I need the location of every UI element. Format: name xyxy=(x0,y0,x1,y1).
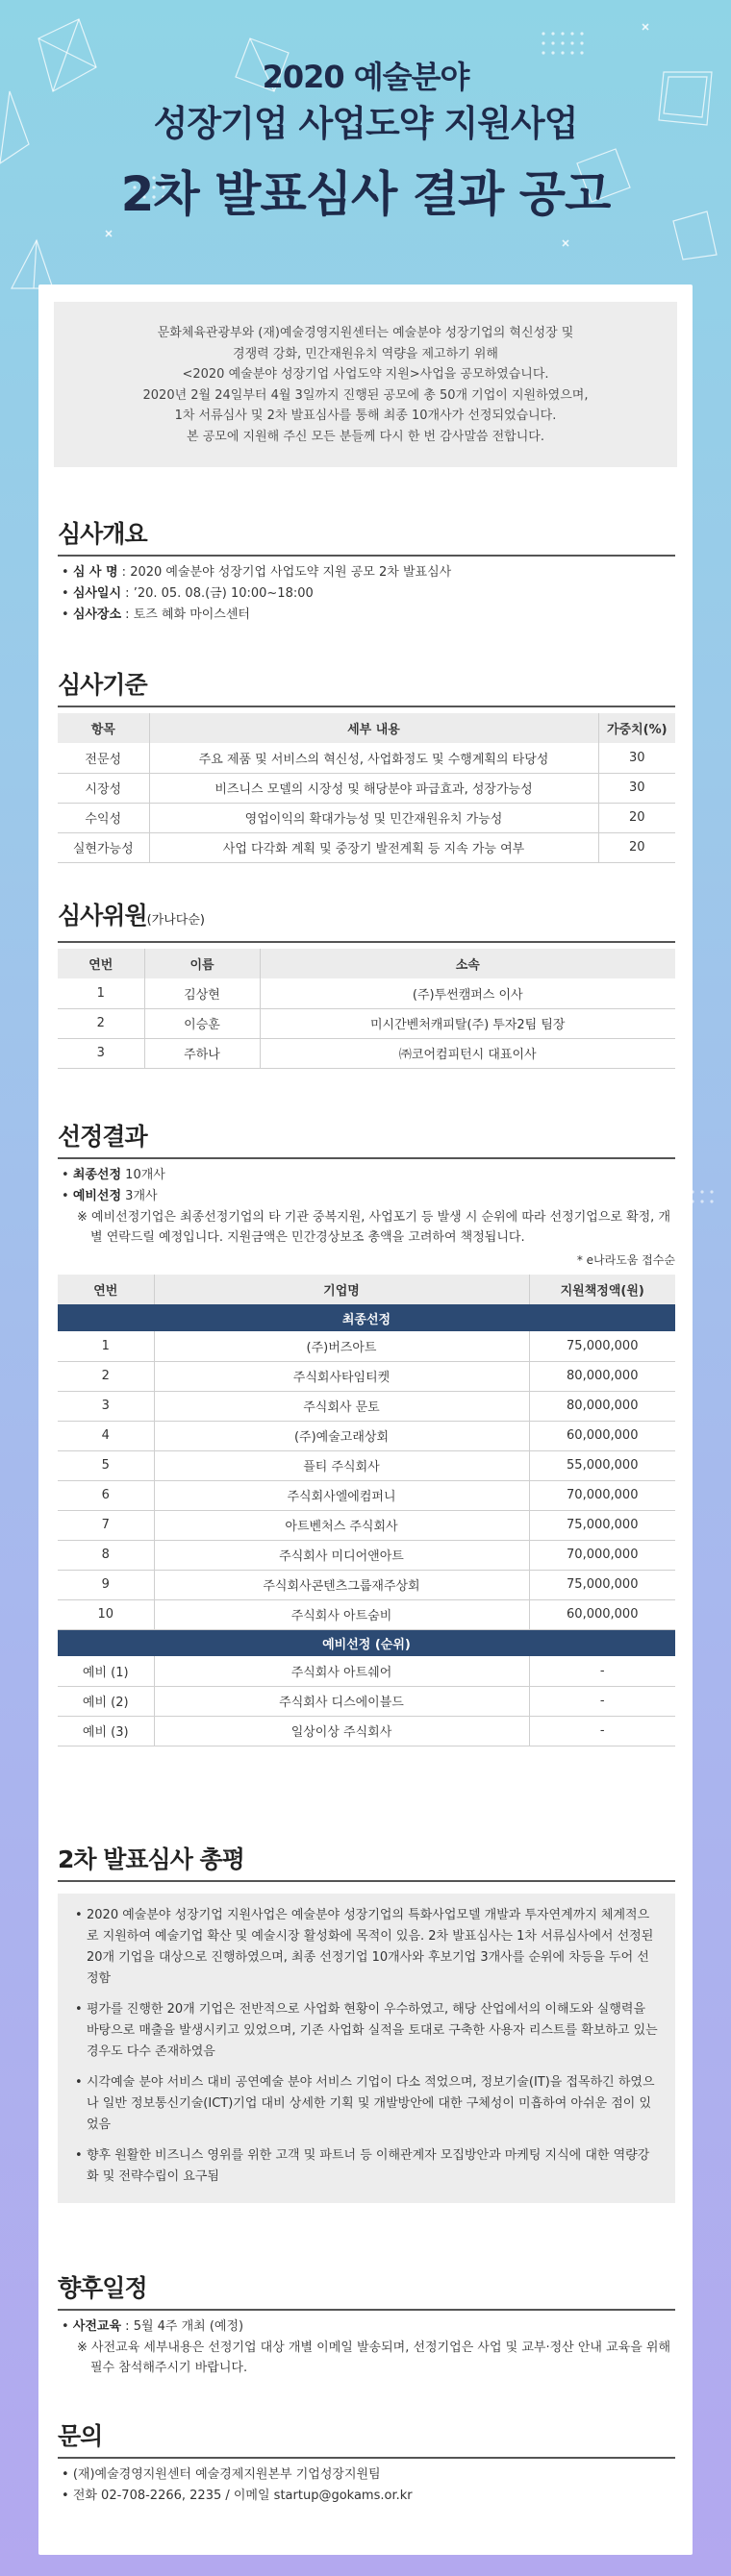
divider xyxy=(58,2309,675,2311)
table-cell: (주)투썬캠퍼스 이사 xyxy=(260,978,675,1008)
table-cell: 주요 제품 및 서비스의 혁신성, 사업화정도 및 수행계획의 타당성 xyxy=(149,743,598,773)
overview-item-label: 심 사 명 xyxy=(72,565,118,580)
page-header xyxy=(0,0,731,281)
table-header: 연번 xyxy=(58,1275,154,1304)
table-cell: 30 xyxy=(598,773,675,803)
table-row xyxy=(58,773,675,803)
table-cell: 예비 (3) xyxy=(58,1716,154,1746)
result-title: 선정결과 xyxy=(58,1123,147,1151)
intro-line: 본 공모에 지원해 주신 모든 분들께 다시 한 번 감사말씀 전합니다. xyxy=(187,429,544,444)
contact-section xyxy=(58,2420,675,2507)
overview-item-value: : ’20. 05. 08.(금) 10:00~18:00 xyxy=(121,586,314,601)
table-row xyxy=(58,832,675,862)
table-cell: 70,000,000 xyxy=(529,1540,675,1570)
committee-table xyxy=(58,949,675,1069)
review-box xyxy=(58,1894,675,2203)
divider xyxy=(58,555,675,557)
contact-org: (재)예술경영지원센터 예술경제지원본부 기업성장지원팀 xyxy=(72,2467,381,2482)
table-cell: 20 xyxy=(598,803,675,832)
review-item: • 2020 예술분야 성장기업 지원사업은 예술분야 성장기업의 특화사업모델 개발과 투자연계까지 체계적으로 지원하여 예술기업 확산 및 예술시장 활성화에 목적이 있음. 2차 발표심사는 1차 서류심사에서 선정된 20개 기업을 대상으로 진행하였으며, 최종 선정기업 10개사와 후보기업 3개사를 순위에 차등을 두어 선정함 xyxy=(75,1905,658,1990)
table-cell: 2 xyxy=(58,1008,144,1038)
table-cell: 70,000,000 xyxy=(529,1480,675,1510)
schedule-label: 사전교육 xyxy=(72,2319,122,2334)
table-header: 기업명 xyxy=(154,1275,529,1304)
table-cell: - xyxy=(529,1686,675,1716)
table-row xyxy=(58,1540,675,1570)
contact-item: • 전화 02-708-2266, 2235 / 이메일 startup@gokams.or.kr xyxy=(62,2489,413,2503)
schedule-item: • 사전교육 : 5월 4주 개최 (예정) xyxy=(62,2319,244,2334)
table-cell: 영업이익의 확대가능성 및 민간재원유치 가능성 xyxy=(149,803,598,832)
table-cell: 주식회사 미디어앤아트 xyxy=(154,1540,529,1570)
result-final-value: 10개사 xyxy=(121,1168,165,1182)
table-cell: 예비 (2) xyxy=(58,1686,154,1716)
table-cell: 3 xyxy=(58,1391,154,1421)
table-cell: 예비 (1) xyxy=(58,1656,154,1686)
table-cell: 8 xyxy=(58,1540,154,1570)
table-cell: 7 xyxy=(58,1510,154,1540)
table-cell: 80,000,000 xyxy=(529,1361,675,1391)
result-note: ※ 예비선정기업은 최종선정기업의 타 기관 중복지원, 사업포기 등 발생 시 순위에 따라 선정기업으로 확정, 개별 연락드릴 예정입니다. 지원금액은 민간경상보조 총액을 고려하여 책정됩니다. xyxy=(77,1210,671,1245)
table-cell: 주하나 xyxy=(144,1038,260,1068)
divider xyxy=(58,941,675,943)
committee-section xyxy=(58,900,675,1069)
group-row-reserve xyxy=(58,1629,675,1656)
table-cell: 3 xyxy=(58,1038,144,1068)
intro-box xyxy=(54,302,677,467)
table-cell: (주)버즈아트 xyxy=(154,1331,529,1361)
schedule-value: : 5월 4주 개최 (예정) xyxy=(121,2319,244,2334)
table-cell: - xyxy=(529,1716,675,1746)
table-row xyxy=(58,803,675,832)
group-row-final xyxy=(58,1304,675,1331)
table-row xyxy=(58,1656,675,1686)
notice-card xyxy=(38,285,693,2555)
contact-phone-email: 전화 02-708-2266, 2235 / 이메일 startup@gokams.or.kr xyxy=(72,2489,413,2503)
criteria-section xyxy=(58,669,675,863)
table-cell: 60,000,000 xyxy=(529,1421,675,1450)
table-cell: (주)예술고래상회 xyxy=(154,1421,529,1450)
table-cell: 20 xyxy=(598,832,675,862)
table-cell: 주식회사엘에컴퍼니 xyxy=(154,1480,529,1510)
intro-line: 문화체육관광부와 (재)예술경영지원센터는 예술분야 성장기업의 혁신성장 및 xyxy=(157,326,574,340)
table-cell: 미시간벤처캐피탈(주) 투자2팀 팀장 xyxy=(260,1008,675,1038)
header-title-line1: 2020 예술분야 xyxy=(262,59,469,95)
table-row xyxy=(58,1450,675,1480)
overview-title: 심사개요 xyxy=(58,520,147,548)
table-cell: 사업 다각화 계획 및 중장기 발전계획 등 지속 가능 여부 xyxy=(149,832,598,862)
overview-item-label: 심사일시 xyxy=(72,586,122,601)
table-cell: 김상현 xyxy=(144,978,260,1008)
result-table xyxy=(58,1275,675,1746)
divider xyxy=(58,1157,675,1159)
review-item: • 평가를 진행한 20개 기업은 전반적으로 사업화 현황이 우수하였고, 해당 산업에서의 이해도와 실행력을 바탕으로 매출을 발생시키고 있었으며, 기존 사업화 실적을 토대로 구축한 사용자 리스트를 확보하고 있는 경우도 다수 존재하였음 xyxy=(75,1999,658,2063)
table-row xyxy=(58,1480,675,1510)
table-row xyxy=(58,978,675,1008)
table-row xyxy=(58,1008,675,1038)
table-cell: 전문성 xyxy=(58,743,149,773)
table-cell: 시장성 xyxy=(58,773,149,803)
intro-line: 경쟁력 강화, 민간재원유치 역량을 제고하기 위해 xyxy=(233,346,498,361)
result-final-label: 최종선정 xyxy=(72,1168,122,1182)
schedule-section xyxy=(58,2272,675,2378)
result-reserve-value: 3개사 xyxy=(121,1189,158,1203)
table-cell: - xyxy=(529,1656,675,1686)
table-cell: 실현가능성 xyxy=(58,832,149,862)
overview-section xyxy=(58,518,675,626)
table-cell: 아트벤처스 주식회사 xyxy=(154,1510,529,1540)
table-row xyxy=(58,743,675,773)
table-cell: 이승훈 xyxy=(144,1008,260,1038)
divider xyxy=(58,1880,675,1882)
table-row xyxy=(58,1361,675,1391)
group-label: 최종선정 xyxy=(58,1304,675,1331)
intro-line: 1차 서류심사 및 2차 발표심사를 통해 최종 10개사가 선정되었습니다. xyxy=(174,409,557,423)
committee-subtitle: (가나다순) xyxy=(146,913,205,928)
intro-line: <2020 예술분야 성장기업 사업도약 지원>사업을 공모하였습니다. xyxy=(182,367,549,382)
table-header: 가중치(%) xyxy=(598,713,675,743)
table-cell: 55,000,000 xyxy=(529,1450,675,1480)
table-row xyxy=(58,1686,675,1716)
table-cell: 4 xyxy=(58,1421,154,1450)
schedule-title: 향후일정 xyxy=(58,2274,147,2302)
table-cell: 9 xyxy=(58,1570,154,1599)
result-section xyxy=(58,1121,675,1746)
table-cell: 2 xyxy=(58,1361,154,1391)
divider xyxy=(58,706,675,707)
intro-line: 2020년 2월 24일부터 4월 3일까지 진행된 공모에 총 50개 기업이 지원하였으며, xyxy=(142,387,589,403)
table-header: 연번 xyxy=(58,949,144,978)
table-row xyxy=(58,1510,675,1540)
result-reserve-label: 예비선정 xyxy=(72,1189,122,1203)
table-header: 지원책정액(원) xyxy=(529,1275,675,1304)
table-cell: 80,000,000 xyxy=(529,1391,675,1421)
table-cell: 주식회사 아트쉐어 xyxy=(154,1656,529,1686)
overview-item: • 심사일시 : ’20. 05. 08.(금) 10:00~18:00 xyxy=(62,586,314,601)
table-row xyxy=(58,1038,675,1068)
table-cell: 비즈니스 모델의 시장성 및 해당분야 파급효과, 성장가능성 xyxy=(149,773,598,803)
review-title: 2차 발표심사 총평 xyxy=(58,1845,244,1873)
review-item: • 향후 원활한 비즈니스 영위를 위한 고객 및 파트너 등 이해관계자 모집방안과 마케팅 지식에 대한 역량강화 및 전략수립이 요구됨 xyxy=(75,2145,658,2188)
table-header: 소속 xyxy=(260,949,675,978)
committee-title xyxy=(58,900,205,937)
header-title-main: 2차 발표심사 결과 공고 xyxy=(120,166,611,222)
table-cell: 주식회사 문토 xyxy=(154,1391,529,1421)
group-label: 예비선정 (순위) xyxy=(58,1629,675,1656)
table-header: 이름 xyxy=(144,949,260,978)
table-cell: 주식회사 디스에이블드 xyxy=(154,1686,529,1716)
committee-title-text: 심사위원 xyxy=(58,902,147,929)
overview-item: • 심 사 명 : 2020 예술분야 성장기업 사업도약 지원 공모 2차 발표심사 xyxy=(62,565,452,580)
table-cell: 60,000,000 xyxy=(529,1599,675,1629)
table-cell: 75,000,000 xyxy=(529,1510,675,1540)
table-cell: 주식회사 아트숨비 xyxy=(154,1599,529,1629)
contact-title: 문의 xyxy=(58,2422,103,2450)
table-row xyxy=(58,1421,675,1450)
result-final-count: • 최종선정 10개사 xyxy=(62,1168,165,1182)
table-cell: 일상이상 주식회사 xyxy=(154,1716,529,1746)
table-cell: 30 xyxy=(598,743,675,773)
result-footnote: * e나라도움 접수순 xyxy=(576,1253,675,1267)
table-row xyxy=(58,1716,675,1746)
table-row xyxy=(58,1599,675,1629)
table-cell: 75,000,000 xyxy=(529,1570,675,1599)
table-cell: 주식회사타임티켓 xyxy=(154,1361,529,1391)
table-cell: 5 xyxy=(58,1450,154,1480)
table-header: 항목 xyxy=(58,713,149,743)
criteria-table xyxy=(58,713,675,863)
schedule-note: ※ 사전교육 세부내용은 선정기업 대상 개별 이메일 발송되며, 선정기업은 사업 및 교부·정산 안내 교육을 위해 필수 참석해주시기 바랍니다. xyxy=(77,2341,671,2375)
review-section xyxy=(58,1844,675,2203)
overview-item-label: 심사장소 xyxy=(72,607,122,622)
table-cell: ㈜코어컴피턴시 대표이사 xyxy=(260,1038,675,1068)
table-cell: 10 xyxy=(58,1599,154,1629)
overview-item: • 심사장소 : 토즈 혜화 마이스센터 xyxy=(62,607,250,622)
table-header: 세부 내용 xyxy=(149,713,598,743)
table-row xyxy=(58,1331,675,1361)
table-cell: 주식회사콘텐츠그룹재주상회 xyxy=(154,1570,529,1599)
overview-item-value: : 토즈 혜화 마이스센터 xyxy=(121,607,250,622)
table-cell: 플티 주식회사 xyxy=(154,1450,529,1480)
contact-item: • (재)예술경영지원센터 예술경제지원본부 기업성장지원팀 xyxy=(62,2467,381,2482)
overview-item-value: : 2020 예술분야 성장기업 사업도약 지원 공모 2차 발표심사 xyxy=(117,565,452,580)
divider xyxy=(58,2457,675,2459)
table-cell: 6 xyxy=(58,1480,154,1510)
review-item: • 시각예술 분야 서비스 대비 공연예술 분야 서비스 기업이 다소 적었으며, 정보기술(IT)을 접목하긴 하였으나 일반 정보통신기술(ICT)기업 대비 상세한 기획 및 개발방안에 대한 구체성이 미흡하여 아쉬운 점이 있었음 xyxy=(75,2072,658,2136)
table-row xyxy=(58,1391,675,1421)
table-cell: 75,000,000 xyxy=(529,1331,675,1361)
result-reserve-count: • 예비선정 3개사 xyxy=(62,1189,158,1203)
table-cell: 1 xyxy=(58,978,144,1008)
table-cell: 1 xyxy=(58,1331,154,1361)
criteria-title: 심사기준 xyxy=(58,671,147,699)
header-title-line2: 성장기업 사업도약 지원사업 xyxy=(153,103,578,144)
table-row xyxy=(58,1570,675,1599)
table-cell: 수익성 xyxy=(58,803,149,832)
